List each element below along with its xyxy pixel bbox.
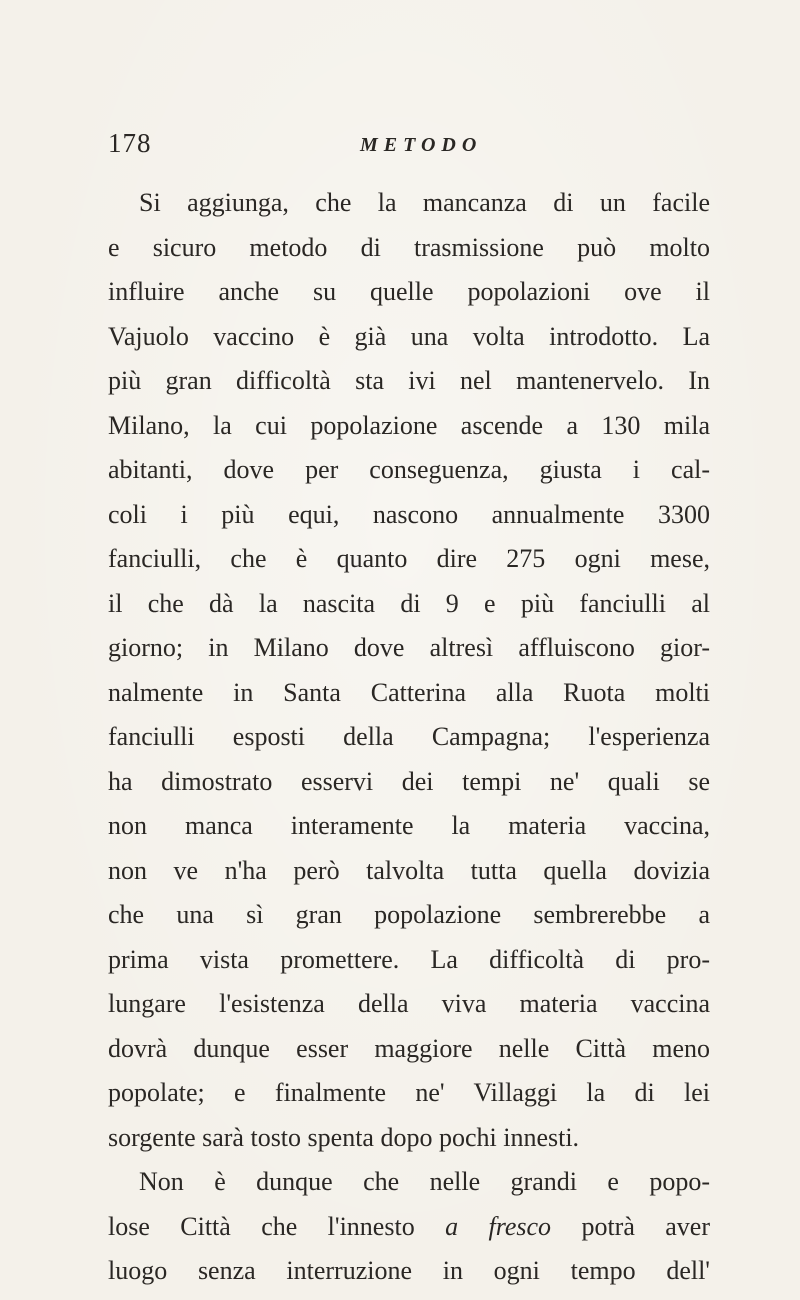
text-line: non manca interamente la materia vaccina, <box>108 811 710 840</box>
page-header <box>108 128 708 168</box>
body-text <box>108 181 710 1294</box>
text-line: lungare l'esistenza della viva materia vaccina <box>108 989 710 1018</box>
text-line: prima vista promettere. La difficoltà di pro- <box>108 944 710 974</box>
text-line: popolate; e finalmente ne' Villaggi la di lei <box>108 1078 710 1107</box>
running-head: METODO <box>360 134 483 156</box>
text-segment: potrà aver <box>581 1211 711 1241</box>
text-line: giorno; in Milano dove altresì affluiscono gior- <box>108 633 710 662</box>
text-line: dovrà dunque esser maggiore nelle Città meno <box>108 1033 710 1063</box>
text-line: il che dà la nascita di 9 e più fanciulli al <box>108 588 710 618</box>
text-line-mixed <box>108 1205 710 1250</box>
text-line: Milano, la cui popolazione ascende a 130 mila <box>108 410 710 440</box>
text-line: sorgente sarà tosto spenta dopo pochi innesti. <box>108 1122 580 1152</box>
text-line: luogo senza interruzione in ogni tempo dell' <box>108 1256 710 1285</box>
text-line: Si aggiunga, che la mancanza di un facile <box>139 188 710 217</box>
page-number: 178 <box>108 128 152 158</box>
text-line: Vajuolo vaccino è già una volta introdotto. La <box>108 321 710 351</box>
text-segment: lose Città che l'innesto <box>108 1211 415 1241</box>
text-line: e sicuro metodo di trasmissione può molto <box>108 232 710 262</box>
text-line: coli i più equi, nascono annualmente 3300 <box>108 499 710 529</box>
text-line: fanciulli esposti della Campagna; l'esperienza <box>108 722 710 751</box>
text-line: nalmente in Santa Catterina alla Ruota molti <box>108 677 710 707</box>
text-line: Non è dunque che nelle grandi e popo- <box>139 1167 710 1196</box>
text-line: ha dimostrato esservi dei tempi ne' quali se <box>108 766 710 796</box>
text-line: più gran difficoltà sta ivi nel mantenervelo. In <box>108 366 710 395</box>
text-line: fanciulli, che è quanto dire 275 ogni mese, <box>108 544 710 573</box>
italic-phrase: a fresco <box>445 1211 552 1241</box>
text-line: abitanti, dove per conseguenza, giusta i cal- <box>108 455 710 484</box>
text-line: influire anche su quelle popolazioni ove il <box>108 277 710 306</box>
text-line: non ve n'ha però talvolta tutta quella dovizia <box>108 855 710 885</box>
text-line: che una sì gran popolazione sembrerebbe a <box>108 900 710 929</box>
